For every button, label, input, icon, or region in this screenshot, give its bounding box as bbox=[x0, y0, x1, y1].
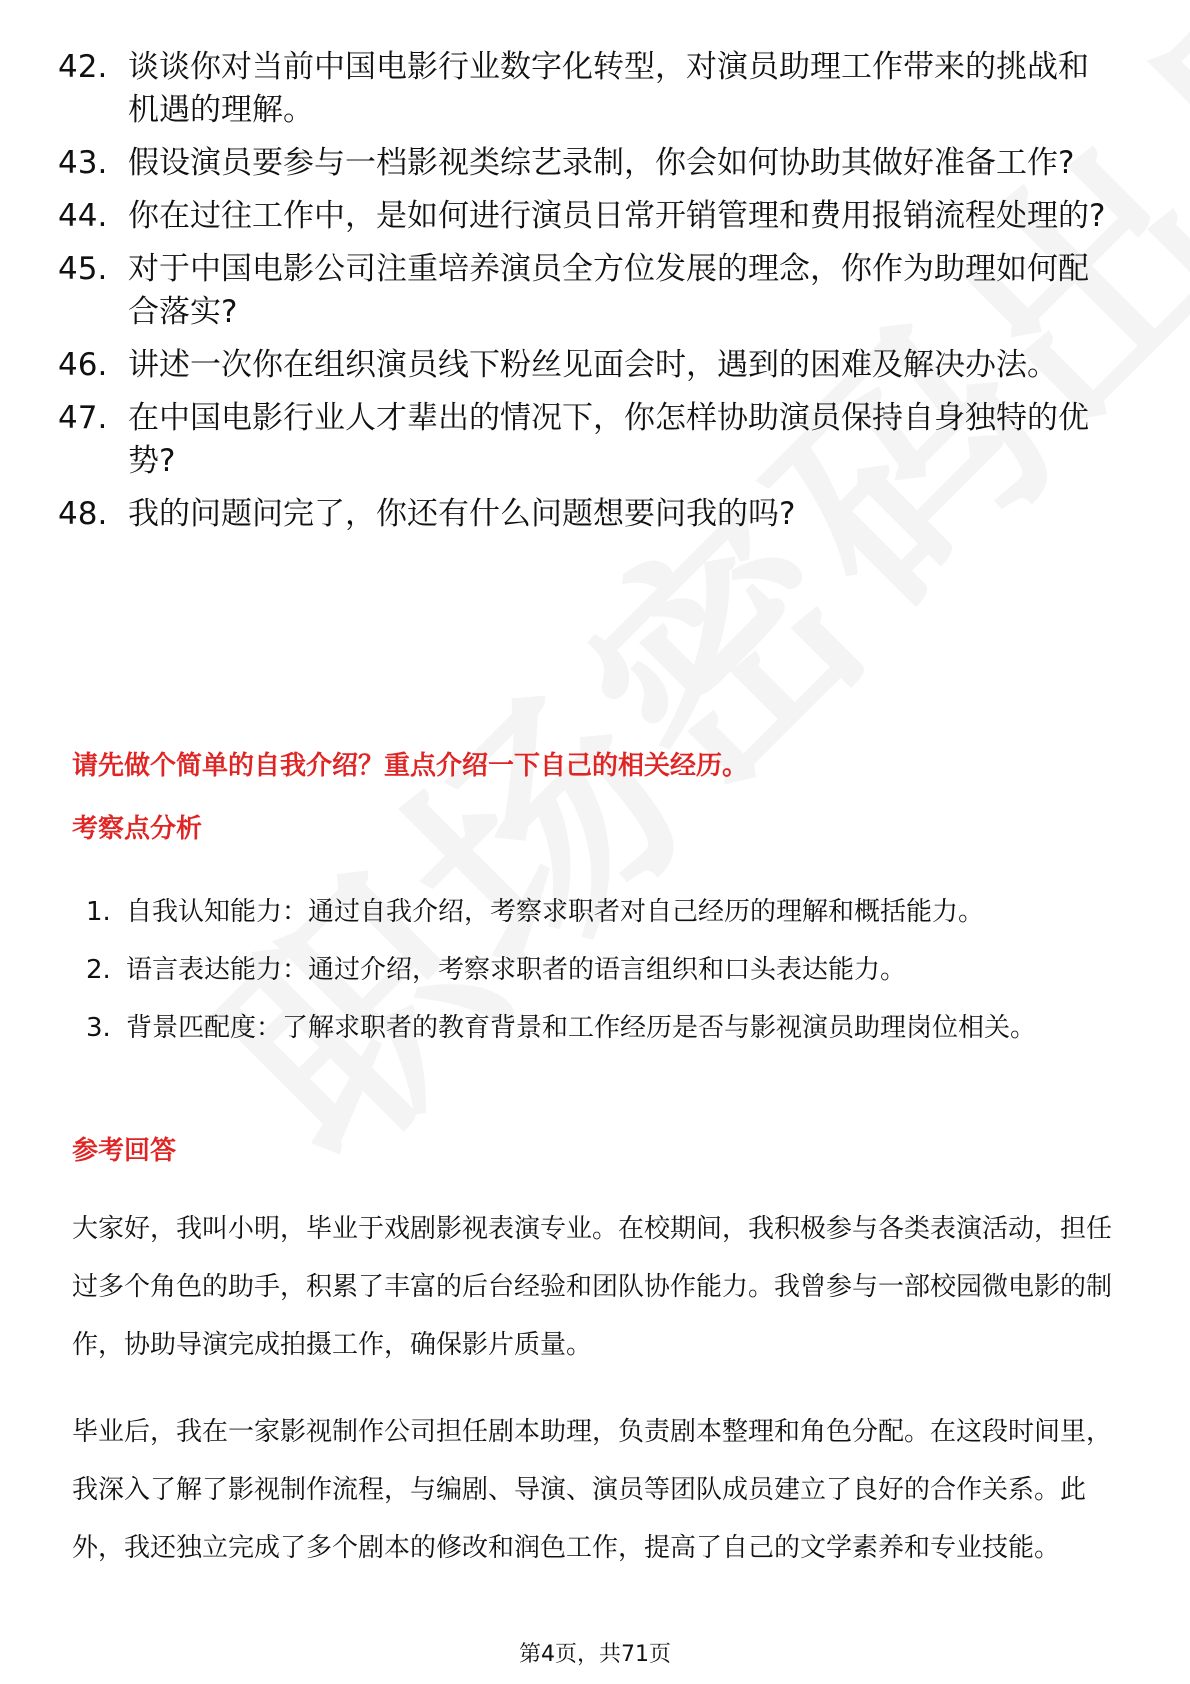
analysis-point bbox=[86, 883, 1086, 941]
analysis-point bbox=[86, 999, 1086, 1057]
question-text: 谈谈你对当前中国电影行业数字化转型，对演员助理工作带来的挑战和机遇的理解。 bbox=[128, 49, 1089, 128]
answer-paragraph: 大家好，我叫小明，毕业于戏剧影视表演专业。在校期间，我积极参与各类表演活动，担任过多个角色的助手，积累了丰富的后台经验和团队协作能力。我曾参与一部校园微电影的制作，协助导演完成拍摄工作，确保影片质量。 bbox=[72, 1214, 1113, 1360]
analysis-point-text: 背景匹配度：了解求职者的教育背景和工作经历是否与影视演员助理岗位相关。 bbox=[126, 1013, 1037, 1043]
question-item bbox=[58, 248, 1118, 334]
interview-prompt: 请先做个简单的自我介绍？重点介绍一下自己的相关经历。 bbox=[72, 751, 749, 781]
question-number: 47. bbox=[58, 400, 108, 436]
question-number: 46. bbox=[58, 347, 108, 383]
question-item bbox=[58, 344, 1118, 387]
question-item bbox=[58, 46, 1118, 132]
analysis-point bbox=[86, 941, 1086, 999]
question-number: 44. bbox=[58, 198, 108, 234]
question-text: 在中国电影行业人才辈出的情况下，你怎样协助演员保持自身独特的优势? bbox=[128, 400, 1089, 479]
analysis-point-list bbox=[86, 883, 1086, 1057]
question-text: 讲述一次你在组织演员线下粉丝见面会时，遇到的困难及解决办法。 bbox=[128, 347, 1058, 383]
page-footer: 第4页，共71页 bbox=[519, 1642, 671, 1667]
analysis-point-text: 语言表达能力：通过介绍，考察求职者的语言组织和口头表达能力。 bbox=[126, 955, 907, 985]
question-number: 48. bbox=[58, 496, 108, 532]
question-number: 45. bbox=[58, 251, 108, 287]
question-item bbox=[58, 397, 1118, 483]
answer-heading: 参考回答 bbox=[72, 1136, 177, 1166]
answer-paragraph: 毕业后，我在一家影视制作公司担任剧本助理，负责剧本整理和角色分配。在这段时间里，我深入了解了影视制作流程，与编剧、导演、演员等团队成员建立了良好的合作关系。此外，我还独立完成了多个剧本的修改和润色工作，提高了自己的文学素养和专业技能。 bbox=[72, 1417, 1113, 1563]
question-text: 我的问题问完了，你还有什么问题想要问我的吗? bbox=[128, 496, 796, 532]
question-item bbox=[58, 493, 1118, 536]
question-item bbox=[58, 142, 1118, 185]
analysis-point-text: 自我认知能力：通过自我介绍，考察求职者对自己经历的理解和概括能力。 bbox=[126, 897, 985, 927]
question-item bbox=[58, 195, 1118, 238]
analysis-point-number: 2. bbox=[86, 955, 111, 985]
question-text: 对于中国电影公司注重培养演员全方位发展的理念，你作为助理如何配合落实? bbox=[128, 251, 1089, 330]
question-number: 42. bbox=[58, 49, 108, 85]
question-number: 43. bbox=[58, 145, 108, 181]
analysis-point-number: 3. bbox=[86, 1013, 111, 1043]
analysis-point-number: 1. bbox=[86, 897, 111, 927]
question-list bbox=[58, 46, 1118, 546]
question-text: 你在过往工作中，是如何进行演员日常开销管理和费用报销流程处理的? bbox=[128, 198, 1106, 234]
analysis-heading: 考察点分析 bbox=[72, 814, 203, 844]
question-text: 假设演员要参与一档影视类综艺录制，你会如何协助其做好准备工作? bbox=[128, 145, 1075, 181]
